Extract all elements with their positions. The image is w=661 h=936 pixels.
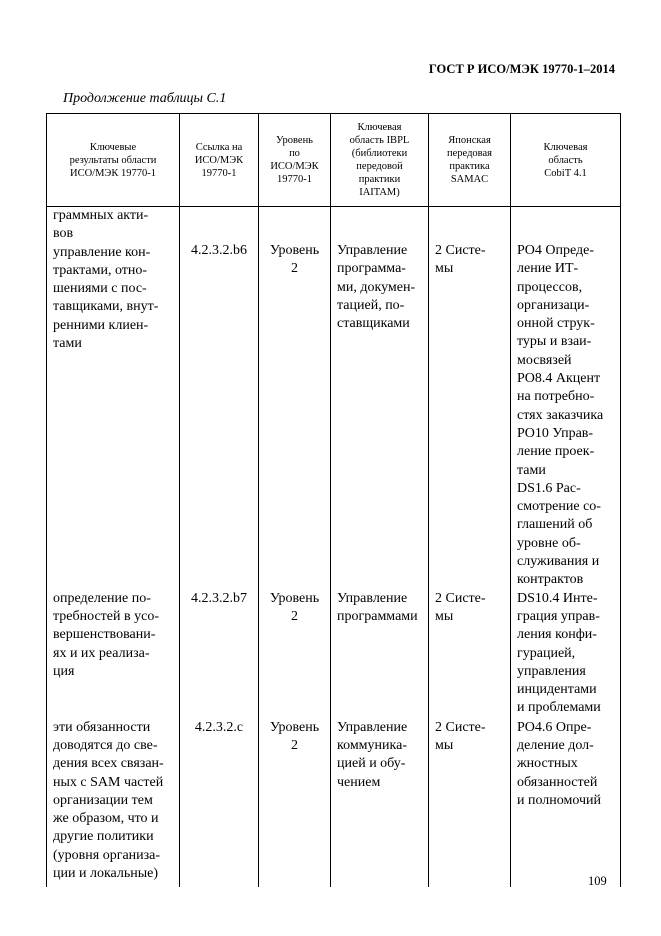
result-cell: управление кон- трактами, отно- шениями с пос- тавщиками, внут- ренними клиен- тами [53,244,159,352]
samac-cell: 2 Систе- мы [435,719,486,753]
table-row [47,590,621,719]
column-header-samac: Японская передовая практика SAMAC [429,114,511,207]
level-cell: Уровень 2 [269,243,320,277]
table-row [47,719,621,887]
page-number: 109 [588,874,607,888]
ibpl-cell: Управление коммуника- цией и обу- чением [337,719,408,790]
cobit-cell: PO4.6 Опре- деление дол- жностных обязанностей и полномочий [517,719,602,808]
level-cell: Уровень 2 [269,719,320,753]
document-code-header: ГОСТ Р ИСО/МЭК 19770-1–2014 [428,62,615,76]
cobit-cell: DS10.4 Инте- грация управ- ления конфи- гурацией, управления инцидентами и проблемами [517,590,601,716]
reference-cell: 4.2.3.2.b7 [191,590,247,606]
continued-text: граммных акти- вов [53,208,149,242]
table-header-row [47,114,621,207]
samac-cell: 2 Систе- мы [435,590,486,624]
ibpl-cell: Управление программа- ми, докумен- тацией, по- ставщиками [337,243,416,332]
cobit-cell: PO4 Опреде- ление ИТ- процессов, организаци- онной струк- туры и взаи- мосвязей PO8.4 Акцент на потребно- стях заказчика PO10 Управ- ление проек- тами DS1.6 Рас- смотрение со- глашений об уровне об- служивания и контрактов [517,243,604,588]
samac-cell: 2 Систе- мы [435,243,486,277]
table-row [47,207,621,590]
table-caption: Продолжение таблицы С.1 [63,91,227,106]
column-header-ibpl: Ключевая область IBPL (библиотеки передовой практики IAITAM) [331,114,429,207]
reference-cell: 4.2.3.2.c [194,719,244,735]
column-header-level: Уровень по ИСО/МЭК 19770-1 [259,114,331,207]
column-header-cobit: Ключевая область CobiT 4.1 [511,114,621,207]
standards-mapping-table [46,113,621,887]
reference-cell: 4.2.3.2.b6 [191,243,247,258]
column-header-reference: Ссылка на ИСО/МЭК 19770-1 [180,114,259,207]
ibpl-cell: Управление программами [337,590,418,624]
result-cell: определение по- требностей в усо- вершенствовани- ях и их реализа- ция [53,590,159,679]
level-cell: Уровень 2 [269,590,320,624]
column-header-key-results: Ключевые результаты области ИСО/МЭК 19770-1 [47,114,180,207]
result-cell: эти обязанности доводятся до све- дения всех связан- ных с SAM частей организации тем же образом, что и другие политики (уровня организа- ции и локальные) [53,719,164,882]
